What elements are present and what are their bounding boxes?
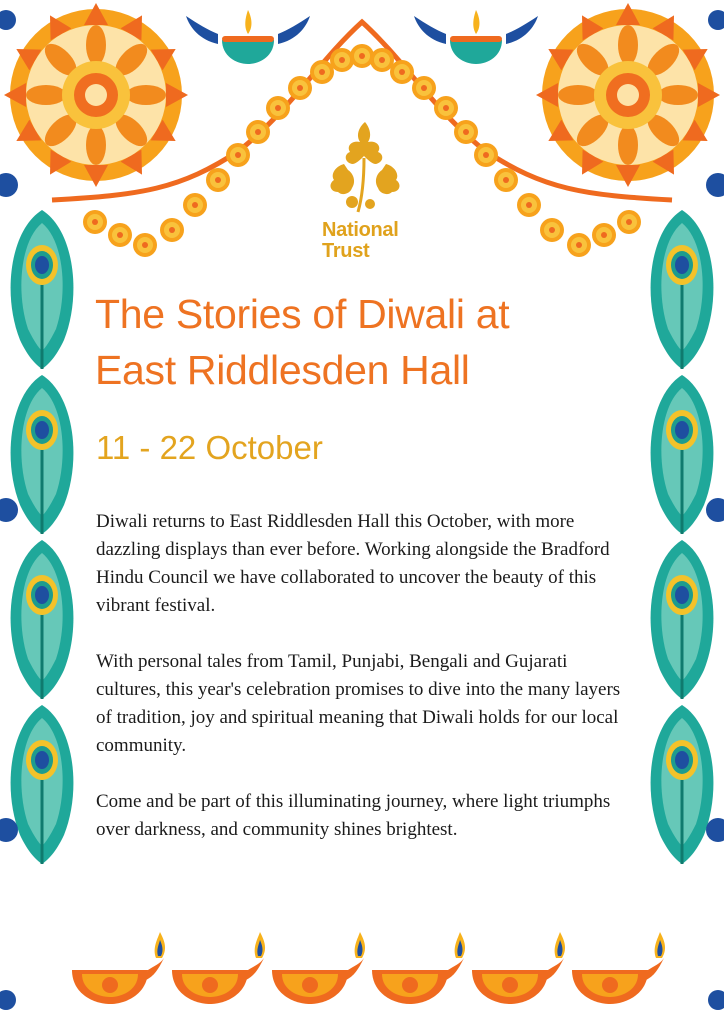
- event-description: [96, 508, 636, 872]
- brand-name-line2: Trust: [322, 240, 370, 262]
- brand-name: [322, 220, 432, 262]
- description-paragraph: Diwali returns to East Riddlesden Hall this October, with more dazzling displays than ever before. Working alongside the Bradford Hindu Council we have collaborated to uncover the beauty of this vibrant festival.: [96, 511, 610, 616]
- national-trust-logo[interactable]: [300, 118, 430, 268]
- event-title-line1: The Stories of Diwali at: [95, 291, 510, 337]
- event-title-line2: East Riddlesden Hall: [95, 347, 470, 393]
- event-dates: 11 - 22 October: [96, 429, 323, 466]
- oak-leaf-icon: [322, 118, 408, 214]
- description-paragraph: Come and be part of this illuminating journey, where light triumphs over darkness, and community shines brightest.: [96, 791, 611, 840]
- event-title: [95, 286, 615, 398]
- brand-name-line1: National: [322, 219, 399, 241]
- description-paragraph: With personal tales from Tamil, Punjabi, Bengali and Gujarati cultures, this year's celebration promises to dive into the many layers of tradition, joy and spiritual meaning that Diwali holds for our local community.: [96, 651, 621, 756]
